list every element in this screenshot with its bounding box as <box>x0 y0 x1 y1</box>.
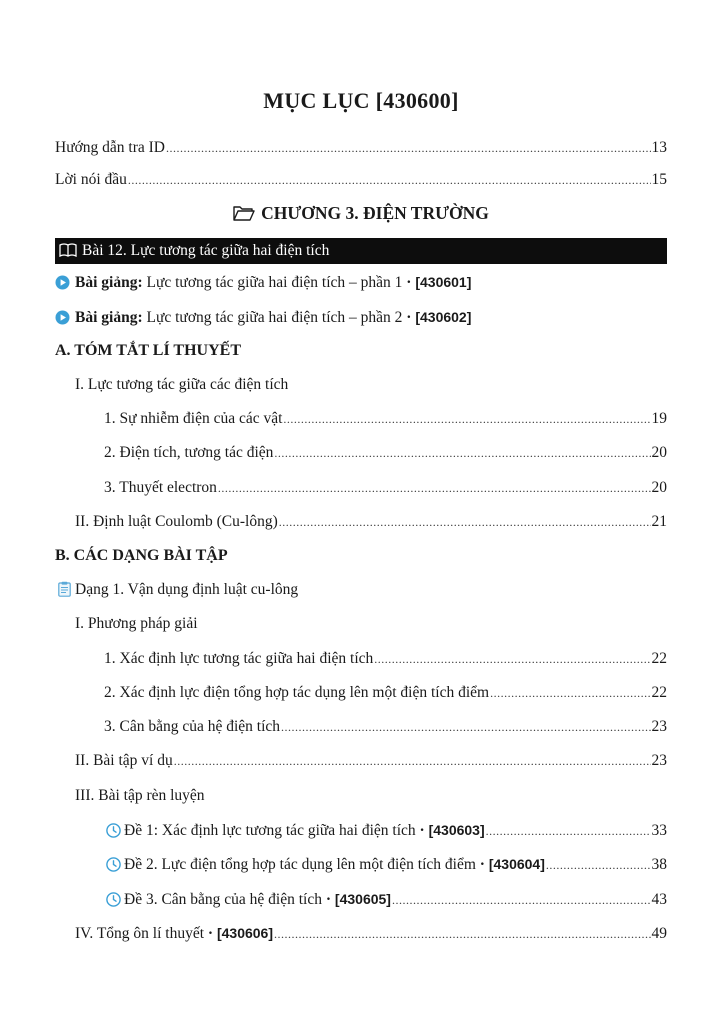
practice-heading[interactable]: III. Bài tập rèn luyện <box>75 787 205 804</box>
toc-entry[interactable] <box>104 682 667 704</box>
exercise-type-label: Dạng 1. Vận dụng định luật cu-lông <box>75 581 299 598</box>
exercise-type-1[interactable] <box>58 579 298 601</box>
play-icon <box>55 275 70 297</box>
lecture-item-1[interactable] <box>55 271 667 293</box>
toc-entry-review[interactable] <box>75 922 667 944</box>
separator-dot: · <box>419 822 425 839</box>
section-a-sub1[interactable]: I. Lực tương tác giữa các điện tích <box>75 376 289 393</box>
test-id: [430603] <box>428 822 485 838</box>
book-icon <box>59 240 77 266</box>
clock-icon <box>106 823 121 845</box>
toc-entry[interactable] <box>104 477 667 499</box>
entry-label: 1. Sự nhiễm điện của các vật <box>104 410 283 427</box>
entry-page: 23 <box>651 718 667 735</box>
entry-label: Hướng dẫn tra ID <box>55 139 165 156</box>
lecture-title: Lực tương tác giữa hai điện tích – phần 1 <box>146 274 403 291</box>
entry-label: II. Định luật Coulomb (Cu-lông) <box>75 513 278 530</box>
dot-leader <box>490 682 650 704</box>
test-label: Đề 2. Lực điện tổng hợp tác dụng lên một điện tích điểm <box>124 856 476 873</box>
entry-page: 19 <box>651 410 667 427</box>
entry-page: 15 <box>651 171 667 188</box>
separator-dot: · <box>406 274 412 291</box>
lecture-id: [430601] <box>415 274 472 290</box>
chapter-heading[interactable] <box>55 201 667 225</box>
toc-entry[interactable] <box>75 511 667 533</box>
lecture-prefix: Bài giảng: <box>75 309 143 326</box>
clock-icon <box>106 857 121 879</box>
dot-leader <box>392 889 651 911</box>
test-entry-2[interactable] <box>106 853 667 875</box>
entry-label: 3. Thuyết electron <box>104 479 217 496</box>
separator-dot: · <box>479 856 485 873</box>
entry-page: 23 <box>651 752 667 769</box>
method-heading[interactable]: I. Phương pháp giải <box>75 615 198 632</box>
entry-page: 20 <box>651 444 667 461</box>
entry-page: 49 <box>651 925 667 942</box>
entry-page: 43 <box>651 891 667 908</box>
entry-page: 20 <box>651 479 667 496</box>
toc-page <box>55 0 667 1024</box>
dot-leader <box>174 750 651 772</box>
clock-icon <box>106 892 121 914</box>
dot-leader <box>374 648 650 670</box>
entry-page: 22 <box>651 650 667 667</box>
section-a-heading[interactable]: A. TÓM TẮT LÍ THUYẾT <box>55 342 241 359</box>
dot-leader <box>281 716 650 738</box>
entry-label: 2. Xác định lực điện tổng hợp tác dụng lên một điện tích điểm <box>104 684 490 701</box>
entry-label: 2. Điện tích, tương tác điện <box>104 444 274 461</box>
entry-label: IV. Tổng ôn lí thuyết <box>75 925 205 942</box>
dot-leader <box>279 511 651 533</box>
lecture-prefix: Bài giảng: <box>75 274 143 291</box>
entry-label: 1. Xác định lực tương tác giữa hai điện tích <box>104 650 374 667</box>
entry-label: 3. Cân bằng của hệ điện tích <box>104 718 281 735</box>
play-icon <box>55 310 70 332</box>
entry-label: II. Bài tập ví dụ <box>75 752 173 769</box>
entry-page: 38 <box>651 856 667 873</box>
separator-dot: · <box>325 891 332 908</box>
dot-leader <box>274 442 650 464</box>
entry-page: 22 <box>651 684 667 701</box>
dot-leader <box>283 408 650 430</box>
lesson-title: Bài 12. Lực tương tác giữa hai điện tích <box>82 242 330 259</box>
dot-leader <box>486 820 651 842</box>
test-id: [430604] <box>488 856 545 872</box>
toc-entry[interactable] <box>104 408 667 430</box>
test-entry-1[interactable] <box>106 819 667 841</box>
review-id: [430606] <box>216 925 273 941</box>
dot-leader <box>274 923 651 945</box>
toc-entry-examples[interactable] <box>75 750 667 772</box>
entry-page: 13 <box>651 139 667 156</box>
toc-entry[interactable] <box>104 442 667 464</box>
lecture-title: Lực tương tác giữa hai điện tích – phần 2 <box>146 309 403 326</box>
section-b-heading[interactable]: B. CÁC DẠNG BÀI TẬP <box>55 547 228 564</box>
test-entry-3[interactable] <box>106 888 667 910</box>
toc-entry-id-guide[interactable] <box>55 137 667 159</box>
entry-label: Lời nói đầu <box>55 171 127 188</box>
page-title: MỤC LỤC [430600] <box>263 88 459 113</box>
entry-page: 21 <box>651 513 667 530</box>
entry-page: 33 <box>651 822 667 839</box>
clipboard-icon <box>58 581 71 604</box>
chapter-title: CHƯƠNG 3. ĐIỆN TRƯỜNG <box>261 203 489 223</box>
dot-leader <box>218 477 651 499</box>
test-label: Đề 3. Cân bằng của hệ điện tích <box>124 891 322 908</box>
test-label: Đề 1: Xác định lực tương tác giữa hai điện tích <box>124 822 416 839</box>
dot-leader <box>546 854 651 876</box>
folder-icon <box>233 203 255 227</box>
toc-entry[interactable] <box>104 648 667 670</box>
separator-dot: · <box>207 925 214 942</box>
lecture-id: [430602] <box>415 309 472 325</box>
separator-dot: · <box>406 309 412 326</box>
dot-leader <box>166 137 651 159</box>
toc-entry-preface[interactable] <box>55 169 667 191</box>
lecture-item-2[interactable] <box>55 306 667 328</box>
test-id: [430605] <box>334 891 391 907</box>
dot-leader <box>128 169 651 191</box>
lesson-bar[interactable] <box>55 238 667 264</box>
toc-entry[interactable] <box>104 716 667 738</box>
